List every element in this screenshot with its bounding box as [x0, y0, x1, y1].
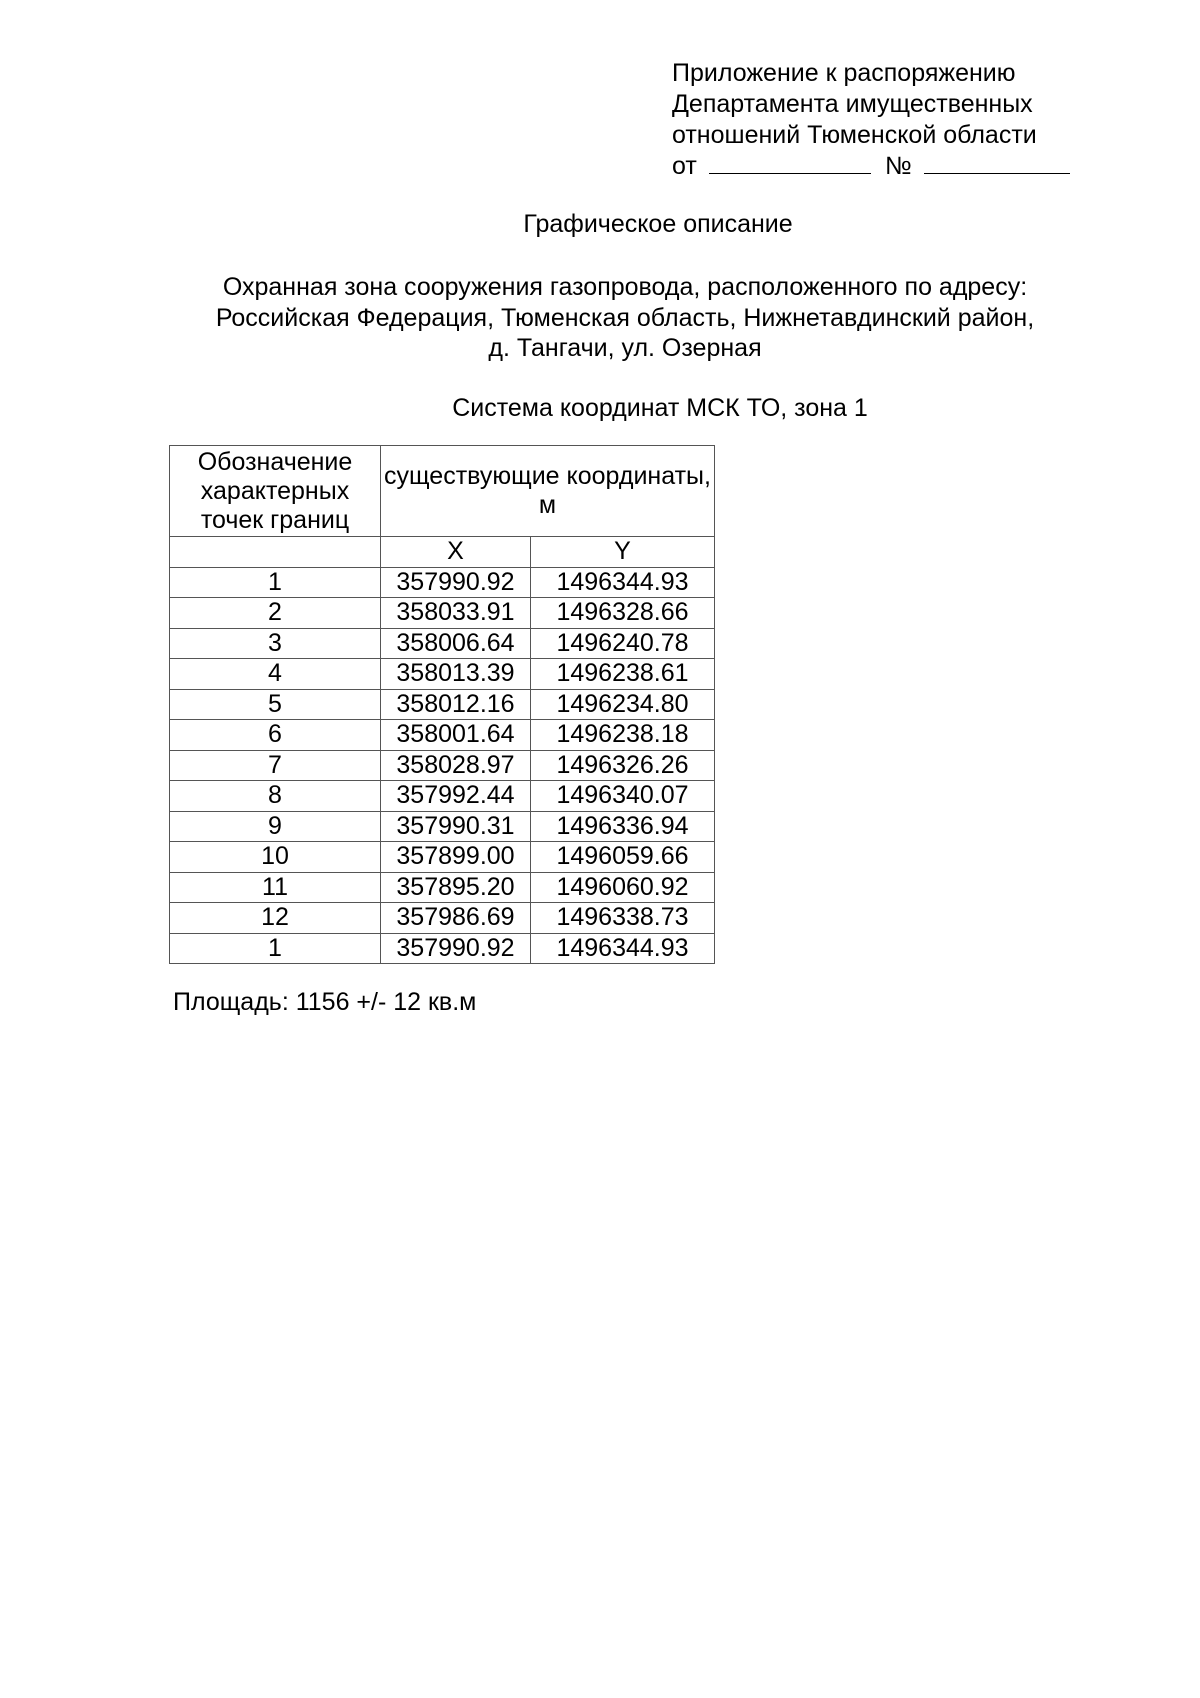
point-cell: 1: [170, 567, 381, 598]
y-coordinate-cell: 1496344.93: [531, 567, 715, 598]
table-row: [170, 903, 715, 934]
y-coordinate-cell: 1496059.66: [531, 842, 715, 873]
table-row: [170, 933, 715, 964]
point-cell: 12: [170, 903, 381, 934]
x-coordinate-cell: 357986.69: [381, 903, 531, 934]
header-existing-coordinates: существующие координаты, м: [381, 446, 715, 537]
table-row: [170, 750, 715, 781]
point-cell: 11: [170, 872, 381, 903]
x-coordinate-cell: 357992.44: [381, 781, 531, 812]
y-coordinate-cell: 1496326.26: [531, 750, 715, 781]
y-coordinate-cell: 1496340.07: [531, 781, 715, 812]
number-blank-field: [924, 151, 1070, 174]
point-cell: 10: [170, 842, 381, 873]
table-row: [170, 598, 715, 629]
y-coordinate-cell: 1496238.18: [531, 720, 715, 751]
x-coordinate-cell: 357990.31: [381, 811, 531, 842]
x-coordinate-cell: 358006.64: [381, 628, 531, 659]
point-cell: 6: [170, 720, 381, 751]
point-cell: 9: [170, 811, 381, 842]
point-cell: 1: [170, 933, 381, 964]
y-coordinate-cell: 1496338.73: [531, 903, 715, 934]
point-cell: 2: [170, 598, 381, 629]
header-y: Y: [531, 537, 715, 568]
table-row: [170, 689, 715, 720]
table-row: [170, 781, 715, 812]
appendix-line-2: Департамента имущественных: [672, 90, 1033, 118]
table-row: [170, 811, 715, 842]
subject-line-2: Российская Федерация, Тюменская область, Нижнетавдинский район,: [215, 303, 1035, 332]
x-coordinate-cell: 358012.16: [381, 689, 531, 720]
header-point-designation: Обозначение характерных точек границ: [170, 446, 381, 537]
header-x: X: [381, 537, 531, 568]
area-summary: Площадь: 1156 +/- 12 кв.м: [173, 988, 477, 1016]
x-coordinate-cell: 357990.92: [381, 933, 531, 964]
appendix-line-3: отношений Тюменской области: [672, 121, 1037, 149]
table-row: [170, 659, 715, 690]
x-coordinate-cell: 357990.92: [381, 567, 531, 598]
date-blank-field: [709, 151, 871, 174]
x-coordinate-cell: 358033.91: [381, 598, 531, 629]
document-title: Графическое описание: [523, 210, 793, 238]
table-row: [170, 720, 715, 751]
y-coordinate-cell: 1496336.94: [531, 811, 715, 842]
x-coordinate-cell: 357899.00: [381, 842, 531, 873]
y-coordinate-cell: 1496238.61: [531, 659, 715, 690]
point-cell: 7: [170, 750, 381, 781]
x-coordinate-cell: 358013.39: [381, 659, 531, 690]
x-coordinate-cell: 358001.64: [381, 720, 531, 751]
y-coordinate-cell: 1496234.80: [531, 689, 715, 720]
document-subject: [180, 272, 1070, 364]
y-coordinate-cell: 1496344.93: [531, 933, 715, 964]
y-coordinate-cell: 1496240.78: [531, 628, 715, 659]
y-coordinate-cell: 1496328.66: [531, 598, 715, 629]
subject-line-3: д. Тангачи, ул. Озерная: [488, 334, 762, 362]
appendix-header: [672, 58, 1070, 182]
point-cell: 4: [170, 659, 381, 690]
coordinates-table: [169, 445, 715, 964]
point-cell: 5: [170, 689, 381, 720]
point-cell: 3: [170, 628, 381, 659]
appendix-line-4: [672, 151, 1070, 182]
date-label: от: [672, 152, 697, 180]
coordinate-system-label: Система координат МСК ТО, зона 1: [452, 394, 868, 422]
subject-line-1: Охранная зона сооружения газопровода, расположенного по адресу:: [222, 273, 1028, 301]
x-coordinate-cell: 358028.97: [381, 750, 531, 781]
point-cell: 8: [170, 781, 381, 812]
table-header-row: [170, 446, 715, 537]
table-row: [170, 628, 715, 659]
x-coordinate-cell: 357895.20: [381, 872, 531, 903]
table-row: [170, 842, 715, 873]
table-subheader-row: [170, 537, 715, 568]
table-row: [170, 567, 715, 598]
y-coordinate-cell: 1496060.92: [531, 872, 715, 903]
number-label: №: [884, 152, 912, 180]
subheader-empty-cell: [170, 537, 381, 568]
appendix-line-1: Приложение к распоряжению: [672, 59, 1016, 87]
table-row: [170, 872, 715, 903]
